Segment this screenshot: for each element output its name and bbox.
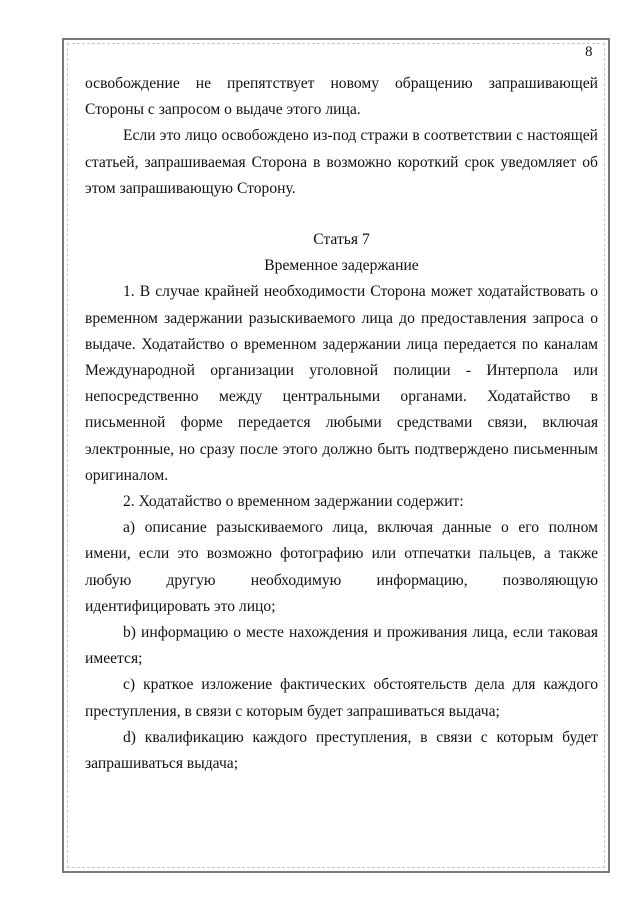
paragraph-continuation: освобождение не препятствует новому обращению запрашивающей Стороны с запросом о выдаче этого лица. <box>85 75 598 119</box>
page-number: 8 <box>585 44 593 60</box>
article-title: Временное задержание <box>264 257 419 275</box>
paragraph-item-b: b) информацию о месте нахождения и проживания лица, если таковая имеется; <box>85 624 598 668</box>
paragraph-clause-2: 2. Ходатайство о временном задержании содержит: <box>123 493 464 511</box>
article-number: Статья 7 <box>313 231 370 249</box>
paragraph-item-d: d) квалификацию каждого преступления, в связи с которым будет запрашиваться выдача; <box>85 728 598 773</box>
paragraph-item-a: a) описание разыскиваемого лица, включая данные о его полном имени, если это возможно фотографию или отпечатки пальцев, а также любую другую необходимую информацию, позволяющую идентифицировать это лицо; <box>85 519 598 615</box>
paragraph-clause-1: 1. В случае крайней необходимости Сторона может ходатайствовать о временном задержании разыскиваемого лица до предоставления запроса о выдаче. Ходатайство о временном задержании лица передается по каналам Международной организации уголовной полиции - Интерпола или непосредственно между центральными органами. Ходатайство в письменной форме передается любыми средствами связи, включая электронные, но сразу после этого должно быть подтверждено письменным оригиналом. <box>85 283 598 484</box>
document-body <box>85 71 598 777</box>
paragraph-item-c: c) краткое изложение фактических обстоятельств дела для каждого преступления, в связи с которым будет запрашиваться выдача; <box>85 676 598 720</box>
paragraph-release-notice: Если это лицо освобождено из-под стражи в соответствии с настоящей статьей, запрашиваемая Сторона в возможно короткий срок уведомляет об этом запрашивающую Сторону. <box>85 127 598 197</box>
